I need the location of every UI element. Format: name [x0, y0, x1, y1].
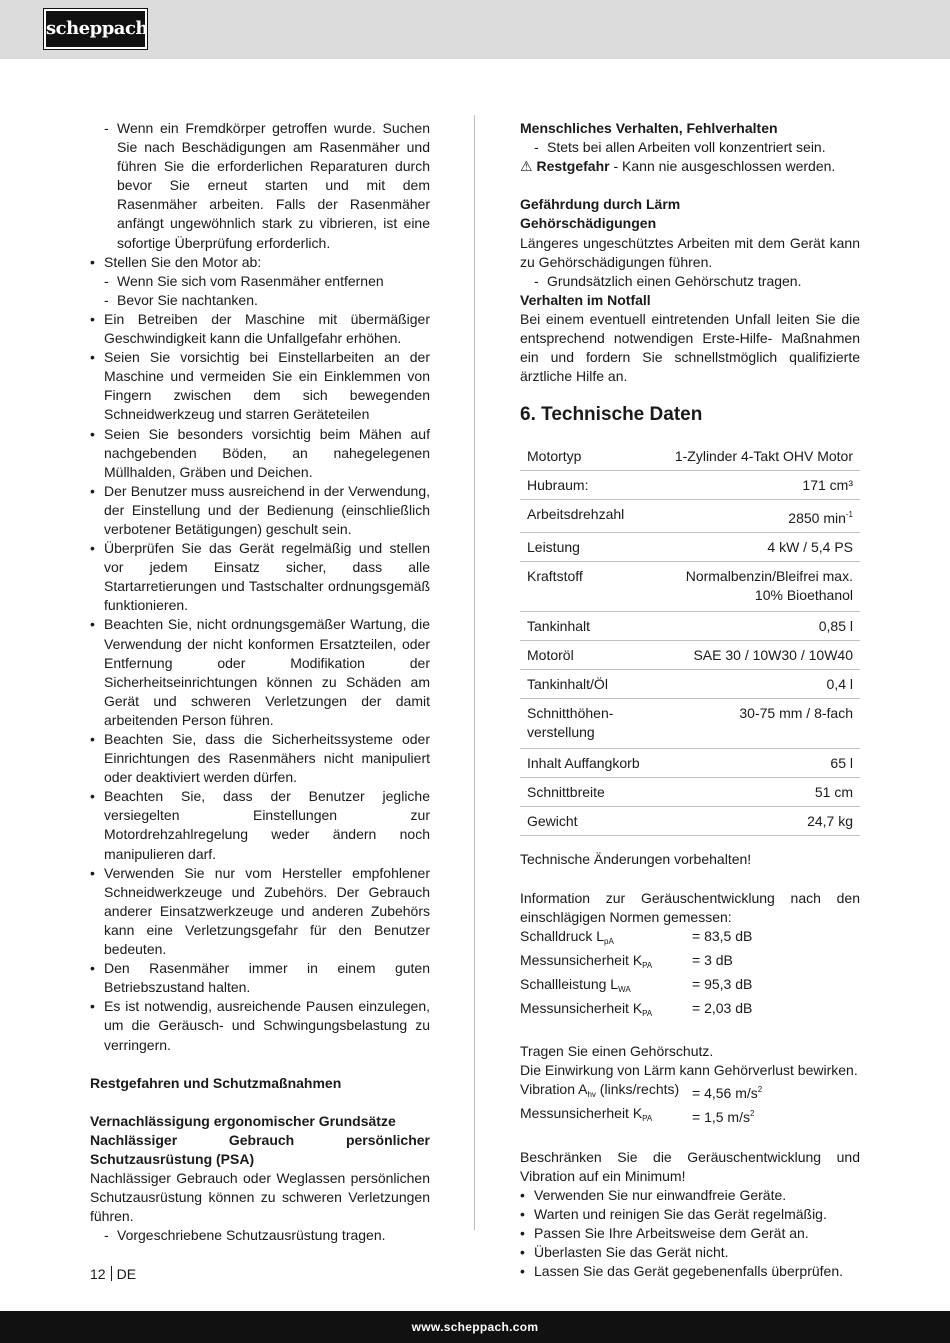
value-text: Normalbenzin/Bleifrei max. [685, 568, 853, 585]
bullet-item: • Beachten Sie, dass die Sicherheitssysteme oder Einrichtungen des Rasenmähers nicht manipuliert oder deaktiviert werden dürfen. [90, 730, 430, 787]
page-separator [111, 1266, 112, 1281]
label-text: Tankinhalt [527, 618, 591, 635]
measurement-value [692, 927, 752, 951]
measurement-value [692, 975, 752, 999]
right-column [520, 119, 860, 1281]
table-value [655, 562, 860, 612]
measurement-value [692, 951, 733, 975]
label-text: Motortyp [527, 448, 582, 465]
table-label [520, 807, 655, 836]
measurement-label-text: Schallleistung L [520, 975, 619, 992]
measurement-label [520, 927, 692, 951]
value-text: 2850 min [788, 510, 846, 527]
table-label [520, 749, 655, 778]
header-bar [0, 0, 950, 59]
measurement-label [520, 1080, 692, 1104]
table-row [520, 749, 860, 778]
label-text: Gewicht [527, 813, 578, 830]
table-row [520, 442, 860, 471]
label-text: Leistung [527, 539, 580, 556]
table-row [520, 699, 860, 749]
table-value [655, 749, 860, 778]
measurement-subscript: PA [642, 960, 653, 970]
table-value [655, 641, 860, 670]
measurement-label [520, 951, 692, 975]
psa-heading: Nachlässiger Gebrauch persönlicher Schutzausrüstung (PSA) [90, 1131, 430, 1168]
value-text: SAE 30 / 10W30 / 10W40 [693, 647, 853, 664]
language-code: DE [116, 1266, 137, 1282]
bullet-item: • Überprüfen Sie das Gerät regelmäßig und stellen vor jedem Einsatz sicher, dass alle Startarretierungen und Tastschalter ordnungsgemäß funktionieren. [90, 539, 430, 615]
bullet-item: • Seien Sie besonders vorsichtig beim Mähen auf nachgebenden Böden, an nahegelegenen Müllhalden, Gräben und Deichen. [90, 425, 430, 482]
table-label [520, 699, 655, 749]
value-text: 51 cm [814, 784, 853, 801]
value-text: 30-75 mm / 8-fach [739, 705, 853, 722]
measurement-row [520, 975, 860, 999]
label-text: Motoröl [527, 647, 574, 664]
table-label [520, 442, 655, 471]
website-link[interactable]: www.scheppach.com [411, 1320, 539, 1334]
table-value [655, 533, 860, 562]
measurement-value-text: = 83,5 dB [692, 927, 753, 944]
table-value [655, 471, 860, 500]
table-value [655, 612, 860, 641]
table-value [655, 442, 860, 471]
emergency-heading: Verhalten im Notfall [520, 291, 651, 308]
table-label [520, 641, 655, 670]
hearing-damage-text: Längeres ungeschütztes Arbeiten mit dem Gerät kann zu Gehörschädigungen führen. [520, 234, 860, 270]
value-text: 65 l [830, 755, 853, 772]
label-text: Inhalt Auffangkorb [527, 755, 640, 772]
value-text: 24,7 kg [807, 813, 853, 830]
residual-risk-text: - Kann nie ausgeschlossen werden. [609, 158, 836, 175]
label-text: Schnittbreite [527, 784, 605, 801]
label-text: Schnitthöhen- [527, 705, 614, 722]
measurement-value-text: = 95,3 dB [692, 975, 753, 992]
measurement-row [520, 951, 860, 975]
table-row [520, 612, 860, 641]
measurement-value-text: = 3 dB [692, 951, 733, 968]
table-value [655, 500, 860, 533]
dash-item: - Wenn ein Fremdkörper getroffen wurde. Suchen Sie nach Beschädigungen am Rasenmäher und führen Sie die erforderlichen Reparaturen durch bevor Sie erneut starten und mit dem Rasenmäher arbeiten. Falls der Rasenmäher anfängt ungewöhnlich stark zu vibrieren, ist eine sofortige Überprüfung erforderlich. [90, 119, 430, 253]
value-text-line2: 10% Bioethanol [754, 587, 853, 604]
measurement-label-text: Vibration A [520, 1081, 588, 1098]
table-label [520, 562, 655, 612]
noise-info: Information zur Geräuschentwicklung nach den einschlägigen Normen gemessen: [520, 889, 860, 925]
hearing-damage-heading: Gehörschädigungen [520, 215, 657, 232]
table-value [655, 699, 860, 749]
value-superscript: -1 [845, 510, 853, 520]
wear-protection-text: Tragen Sie einen Gehörschutz. [520, 1043, 714, 1060]
measurement-label-text: Messunsicherheit K [520, 999, 643, 1016]
value-text: 4 kW / 5,4 PS [767, 539, 853, 556]
left-column [90, 119, 430, 1246]
hearing-dash-item: - Grundsätzlich einen Gehörschutz tragen. [520, 272, 860, 291]
measurement-subscript: WA [618, 984, 631, 994]
bullet-item: • Verwenden Sie nur vom Hersteller empfohlener Schneidwerkzeuge und Zubehörs. Der Gebrauch anderer Einsatzwerkzeuge und anderen Zubehörs kann eine Verletzungsgefahr für den Benutzer bedeuten. [90, 864, 430, 959]
bullet-item: • Der Benutzer muss ausreichend in der Verwendung, der Einstellung und der Bedienung (einschließlich verbotener Betätigungen) geschult sein. [90, 482, 430, 539]
measurement-value-text: = 4,56 m/s [692, 1085, 758, 1102]
bullet-item: • Warten und reinigen Sie das Gerät regelmäßig. [520, 1205, 860, 1224]
measurement-value-text: = 2,03 dB [692, 999, 753, 1016]
noise-effect-text: Die Einwirkung von Lärm kann Gehörverlust bewirken. [520, 1062, 858, 1079]
bullet-item: • Seien Sie vorsichtig bei Einstellarbeiten an der Maschine und vermeiden Sie ein Einklemmen von Fingern zwischen dem sich bewegenden Schneidwerkzeug und starren Geräteteilen [90, 348, 430, 424]
measurement-row [520, 999, 860, 1023]
measurement-row [520, 927, 860, 951]
table-row [520, 807, 860, 836]
measurement-row [520, 1104, 860, 1128]
table-label [520, 612, 655, 641]
brand-logo[interactable]: scheppach [44, 9, 147, 49]
measurement-value [692, 999, 752, 1023]
measurement-subscript: hv [587, 1090, 596, 1100]
measurement-subscript: PA [642, 1114, 653, 1124]
measurement-superscript: 2 [749, 1109, 755, 1119]
measurement-value-text: = 1,5 m/s [692, 1109, 750, 1126]
table-row [520, 500, 860, 533]
column-divider [474, 115, 475, 1230]
section-title: 6. Technische Daten [520, 404, 703, 426]
bullet-item: • Verwenden Sie nur einwandfreie Geräte. [520, 1186, 860, 1205]
measurement-superscript: 2 [757, 1085, 763, 1095]
measurement-label-text: Messunsicherheit K [520, 951, 643, 968]
measurement-subscript: pA [604, 936, 614, 946]
bullet-item: • Überlasten Sie das Gerät nicht. [520, 1243, 860, 1262]
table-value [655, 778, 860, 807]
changes-note: Technische Änderungen vorbehalten! [520, 851, 752, 868]
bullet-item: • Lassen Sie das Gerät gegebenenfalls überprüfen. [520, 1262, 860, 1281]
warning-icon: ⚠ [520, 158, 533, 175]
table-label [520, 670, 655, 699]
value-text: 0,4 l [826, 676, 853, 693]
table-row [520, 562, 860, 612]
dash-item: - Bevor Sie nachtanken. [90, 291, 430, 310]
dash-item: - Wenn Sie sich vom Rasenmäher entfernen [90, 272, 430, 291]
table-label [520, 533, 655, 562]
emergency-text: Bei einem eventuell eintretenden Unfall leiten Sie die entsprechend notwendigen Erste-Hilfe- Maßnahmen ein und fordern Sie schnellstmöglich qualifizierte ärztliche Hilfe an. [520, 310, 860, 385]
table-row [520, 471, 860, 500]
ergonomics-heading: Vernachlässigung ergonomischer Grundsätze [90, 1112, 396, 1129]
measurement-row [520, 1080, 860, 1104]
table-value [655, 670, 860, 699]
noise-hazard-heading: Gefährdung durch Lärm [520, 196, 681, 213]
measurement-subscript: PA [642, 1008, 653, 1018]
bullet-item: • Beachten Sie, dass der Benutzer jegliche versiegelten Einstellungen zur Motordrehzahlregelung weder ändern noch manipulieren darf. [90, 787, 430, 863]
psa-text: Nachlässiger Gebrauch oder Weglassen persönlichen Schutzausrüstung können zu schweren Verletzungen führen. [90, 1170, 430, 1225]
measurement-label [520, 999, 692, 1023]
technical-data-table [520, 442, 860, 836]
table-label [520, 778, 655, 807]
restgefahren-heading: Restgefahren und Schutzmaßnahmen [90, 1074, 342, 1091]
table-row [520, 670, 860, 699]
table-label [520, 500, 655, 533]
label-text: Arbeitsdrehzahl [527, 506, 625, 523]
table-row [520, 778, 860, 807]
bullet-item: • Ein Betreiben der Maschine mit übermäßiger Geschwindigkeit kann die Unfallgefahr erhöhen. [90, 310, 430, 348]
value-text: 171 cm³ [802, 477, 853, 494]
table-value [655, 807, 860, 836]
label-text-line2: verstellung [527, 724, 595, 741]
residual-risk-line [520, 157, 860, 176]
table-row [520, 533, 860, 562]
measurement-label-text: Schalldruck L [520, 927, 605, 944]
measurement-label [520, 975, 692, 999]
measurement-label-text: Messunsicherheit K [520, 1105, 643, 1122]
bullet-item: • Passen Sie Ihre Arbeitsweise dem Gerät an. [520, 1224, 860, 1243]
bullet-item: • Es ist notwendig, ausreichende Pausen einzulegen, um die Geräusch- und Schwingungsbelastung zu verringern. [90, 997, 430, 1054]
measurement-suffix: (links/rechts) [595, 1081, 680, 1098]
footer-bar [0, 1311, 950, 1343]
label-text: Kraftstoff [527, 568, 583, 585]
human-behavior-heading: Menschliches Verhalten, Fehlverhalten [520, 120, 778, 136]
limit-text: Beschränken Sie die Geräuschentwicklung und Vibration auf ein Minimum! [520, 1148, 860, 1184]
value-text: 1-Zylinder 4-Takt OHV Motor [674, 448, 853, 465]
measurement-value [692, 1104, 754, 1128]
noise-values [520, 927, 860, 1023]
table-label [520, 471, 655, 500]
bullet-item: • Den Rasenmäher immer in einem guten Betriebszustand halten. [90, 959, 430, 997]
human-dash-item: - Stets bei allen Arbeiten voll konzentriert sein. [520, 138, 860, 157]
safety-list [90, 119, 430, 1055]
vibration-values [520, 1080, 860, 1128]
measurement-label [520, 1104, 692, 1128]
page-number: 12 [90, 1266, 106, 1282]
page-indicator [90, 1266, 136, 1282]
bullet-item: • Beachten Sie, nicht ordnungsgemäßer Wartung, die Verwendung der nicht konformen Ersatzteilen, oder Entfernung oder Modifikation der Sicherheitseinrichtungen können zu Schäden am Gerät und schweren Verletzungen der damit arbeitenden Person führen. [90, 615, 430, 730]
label-text: Tankinhalt/Öl [527, 676, 608, 693]
psa-dash-item: - Vorgeschriebene Schutzausrüstung tragen. [90, 1226, 430, 1245]
bullet-item: • Stellen Sie den Motor ab: [90, 253, 430, 272]
label-text: Hubraum: [527, 477, 589, 494]
table-row [520, 641, 860, 670]
measurement-value [692, 1080, 762, 1104]
residual-risk-label: Restgefahr [536, 158, 610, 175]
value-text: 0,85 l [818, 618, 853, 635]
recommendation-list [520, 1186, 860, 1281]
